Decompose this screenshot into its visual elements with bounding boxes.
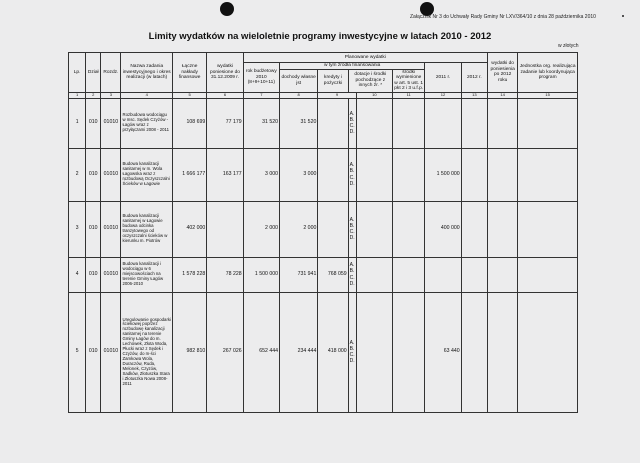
- cell-srodki: [393, 98, 425, 148]
- cell-abcd: A. B. C. D.: [348, 257, 356, 292]
- cell-dzial: 010: [86, 201, 101, 257]
- cell-rozdz: 01010: [101, 201, 121, 257]
- cell-poniesione: 77 179: [207, 98, 243, 148]
- header-laczne: Łączne nakłady finansowe: [172, 53, 206, 93]
- cell-poniesione: [207, 201, 243, 257]
- cell-rozdz: 01010: [101, 257, 121, 292]
- cell-lp: 4: [69, 257, 86, 292]
- cell-poniesione: 78 228: [207, 257, 243, 292]
- cell-srodki: [393, 201, 425, 257]
- cell-rozdz: 01010: [101, 98, 121, 148]
- cell-lp: 1: [69, 98, 86, 148]
- table-row: [69, 257, 578, 292]
- cell-dotacje: [356, 201, 392, 257]
- header-rozdz: Rozdz.: [101, 53, 121, 93]
- col-num: 6: [207, 92, 243, 98]
- cell-2011: [425, 257, 461, 292]
- cell-dotacje: [356, 98, 392, 148]
- cell-kredyty: [318, 98, 348, 148]
- col-num: 12: [425, 92, 461, 98]
- cell-nazwa: Budowa kanalizacji sanitarnej w Łagowie budowa odcinka tranzytowego od oczyszczalni ścieków w kierunku m. Piotrów: [121, 201, 172, 257]
- cell-2012: [461, 148, 487, 201]
- cell-2012: [461, 201, 487, 257]
- header-dzial: Dział: [86, 53, 101, 93]
- table-row: [69, 148, 578, 201]
- cell-srodki: [393, 257, 425, 292]
- header-srodki: środki wymienione w art. 5 ust. 1 pkt 2 i 3 u.f.p.: [394, 69, 424, 92]
- cell-laczne: 402 000: [172, 201, 206, 257]
- cell-dzial: 010: [86, 98, 101, 148]
- cell-jednostka: [518, 148, 578, 201]
- cell-dzial: 010: [86, 292, 101, 412]
- investment-limits-table: [68, 52, 578, 413]
- cell-dochody: 3 000: [279, 148, 317, 201]
- header-zrodla: w tym źródła finansowania: [279, 63, 424, 70]
- cell-kredyty: 768 059: [318, 257, 348, 292]
- cell-abcd: A. B. C. D.: [348, 98, 356, 148]
- cell-rok2010: 31 520: [243, 98, 279, 148]
- cell-srodki: [393, 148, 425, 201]
- header-nazwa: Nazwa zadania inwestycyjnego i okres realizacji (w latach): [121, 53, 172, 93]
- col-num: 13: [461, 92, 487, 98]
- col-num: 4: [121, 92, 172, 98]
- cell-po2012: [488, 98, 518, 148]
- cell-dochody: 234 444: [279, 292, 317, 412]
- cell-po2012: [488, 148, 518, 201]
- cell-2012: [461, 257, 487, 292]
- cell-2012: [461, 292, 487, 412]
- cell-kredyty: [318, 201, 348, 257]
- table-row: [69, 292, 578, 412]
- cell-rok2010: 3 000: [243, 148, 279, 201]
- header-2011: 2011 r.: [425, 63, 461, 93]
- header-dochody: dochody własne jst: [279, 69, 317, 92]
- col-num: 8: [279, 92, 317, 98]
- attachment-note: Załącznik Nr 3 do Uchwały Rady Gminy Nr LXV/364/10 z dnia 28 października 2010: [410, 14, 596, 20]
- cell-nazwa: Rozbudowa wodociągu w msc. Sędek Czyżów - Łagów wraz z przyłączami 2008 - 2011: [121, 98, 172, 148]
- cell-rok2010: 1 500 000: [243, 257, 279, 292]
- cell-rok2010: 2 000: [243, 201, 279, 257]
- header-rok-budzetowy: rok budżetowy 2010 (8+9+10+11): [243, 63, 279, 93]
- unit-label: w złotych: [558, 43, 579, 49]
- header-kredyty: kredyty i pożyczki: [318, 69, 348, 92]
- header-lp: Lp.: [69, 53, 86, 93]
- cell-jednostka: [518, 201, 578, 257]
- table-row: [69, 98, 578, 148]
- cell-2011: 400 000: [425, 201, 461, 257]
- cell-2011: [425, 98, 461, 148]
- cell-po2012: [488, 201, 518, 257]
- cell-nazwa: Budowa kanalizacji sanitarnej w m. Wola Łagowska wraz z rozbudową Oczyszczalni Ścieków w Łagowie: [121, 148, 172, 201]
- cell-nazwa: Uregulowanie gospodarki ściekowej poprzez rozbudowę kanalizacji sanitarnej na terenie Gminy Łagów do m. Lechówek, Złota Woda, Płucki wraz z Sędek i Czyżów, do m-ści Zamkowa Wola, Duraczów, Ruda, Melonek, Czyzów, Sadków, Złotuszka Stara i Złotuszka Nowa 2008-2011: [121, 292, 172, 412]
- cell-dzial: 010: [86, 257, 101, 292]
- cell-dotacje: [356, 148, 392, 201]
- cell-dzial: 010: [86, 148, 101, 201]
- cell-dochody: 31 520: [279, 98, 317, 148]
- cell-abcd: A. B. C. D.: [348, 201, 356, 257]
- cell-2011: 1 500 000: [425, 148, 461, 201]
- cell-rozdz: 01010: [101, 148, 121, 201]
- cell-jednostka: [518, 292, 578, 412]
- cell-laczne: 108 699: [172, 98, 206, 148]
- header-2012: 2012 r.: [461, 63, 487, 93]
- cell-dochody: 731 941: [279, 257, 317, 292]
- cell-laczne: 1 578 228: [172, 257, 206, 292]
- cell-abcd: A. B. C. D.: [348, 292, 356, 412]
- header-planowane: Planowane wydatki: [243, 53, 487, 63]
- cell-poniesione: 267 026: [207, 292, 243, 412]
- header-dotacje: dotacje i środki pochodzące z innych źr. *: [348, 69, 392, 92]
- col-num: 9: [318, 92, 356, 98]
- cell-lp: 3: [69, 201, 86, 257]
- cell-rozdz: 01010: [101, 292, 121, 412]
- header-wydatki-poniesione: wydatki poniesione do 31.12.2009 r.: [207, 53, 243, 93]
- col-num: 3: [101, 92, 121, 98]
- col-num: 14: [488, 92, 518, 98]
- cell-jednostka: [518, 98, 578, 148]
- cell-2011: 63 440: [425, 292, 461, 412]
- cell-2012: [461, 98, 487, 148]
- col-num: 5: [172, 92, 206, 98]
- cell-rok2010: 652 444: [243, 292, 279, 412]
- col-num: 10: [356, 92, 392, 98]
- cell-laczne: 982 810: [172, 292, 206, 412]
- cell-po2012: [488, 257, 518, 292]
- cell-dochody: 2 000: [279, 201, 317, 257]
- header-wydatki-po-2012: wydatki do poniesienia po 2012 roku: [488, 53, 518, 93]
- cell-laczne: 1 666 177: [172, 148, 206, 201]
- header-jednostka: Jednostka org. realizująca zadanie lub koordynująca program: [518, 53, 578, 93]
- col-num: 7: [243, 92, 279, 98]
- cell-abcd: A. B. C. D.: [348, 148, 356, 201]
- col-num: 1: [69, 92, 86, 98]
- punch-hole-left: [220, 2, 234, 16]
- cell-po2012: [488, 292, 518, 412]
- cell-dotacje: [356, 292, 392, 412]
- col-num: 2: [86, 92, 101, 98]
- cell-poniesione: 163 177: [207, 148, 243, 201]
- cell-nazwa: Budowa kanalizacji i wodociągu w 6 miejscowościach na terenie Gminy Łagów 2006-2010: [121, 257, 172, 292]
- cell-kredyty: [318, 148, 348, 201]
- table-row: [69, 201, 578, 257]
- scan-speck: [622, 15, 624, 17]
- cell-kredyty: 418 000: [318, 292, 348, 412]
- cell-lp: 2: [69, 148, 86, 201]
- cell-dotacje: [356, 257, 392, 292]
- page-title: Limity wydatków na wieloletnie programy inwestycyjne w latach 2010 - 2012: [148, 31, 492, 42]
- col-num: 11: [393, 92, 425, 98]
- cell-lp: 5: [69, 292, 86, 412]
- cell-srodki: [393, 292, 425, 412]
- cell-jednostka: [518, 257, 578, 292]
- col-num: 15: [518, 92, 578, 98]
